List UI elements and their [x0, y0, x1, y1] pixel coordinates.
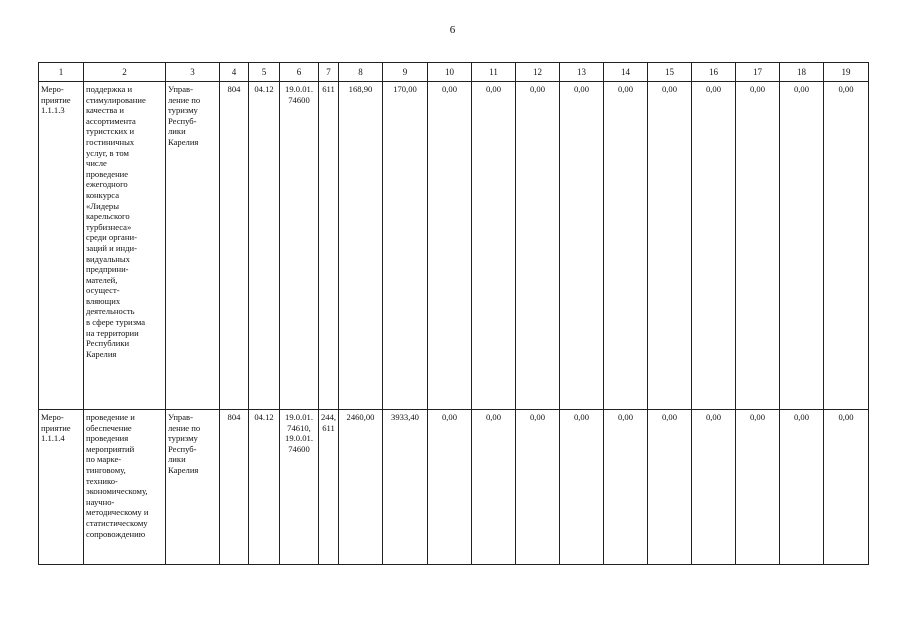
col-header: 9 — [383, 63, 428, 82]
executor-cell — [166, 82, 220, 410]
cell-9: 170,00 — [383, 82, 428, 410]
measure-id-cell — [39, 410, 84, 565]
col-header: 8 — [339, 63, 383, 82]
cell-6 — [280, 82, 319, 410]
cell-11: 0,00 — [472, 82, 516, 410]
col-header: 1 — [39, 63, 84, 82]
expense-type: 244, 611 — [321, 412, 337, 433]
page-number: 6 — [449, 24, 456, 36]
col-header: 10 — [428, 63, 472, 82]
cell-16: 0,00 — [692, 410, 736, 565]
measure-id: Меро- приятие 1.1.1.3 — [41, 84, 71, 116]
cell-14: 0,00 — [604, 410, 648, 565]
cell-16: 0,00 — [692, 82, 736, 410]
cell-8: 168,90 — [339, 82, 383, 410]
cell-19: 0,00 — [824, 82, 869, 410]
cell-18: 0,00 — [780, 82, 824, 410]
col-header: 5 — [249, 63, 280, 82]
cell-13: 0,00 — [560, 82, 604, 410]
col-header: 18 — [780, 63, 824, 82]
measure-name: проведение и обеспечение проведения мероприятий по марке- тинговому, технико- экономическому, научно- методическому и статистическому сопровождению — [86, 412, 149, 539]
cell-12: 0,00 — [516, 410, 560, 565]
cell-10: 0,00 — [428, 82, 472, 410]
cell-8: 2460,00 — [339, 410, 383, 565]
cell-15: 0,00 — [648, 82, 692, 410]
cell-10: 0,00 — [428, 410, 472, 565]
cell-5: 04.12 — [249, 410, 280, 565]
col-header: 7 — [319, 63, 339, 82]
expense-type: 611 — [322, 84, 335, 94]
cell-9: 3933,40 — [383, 410, 428, 565]
col-header: 3 — [166, 63, 220, 82]
header-row — [39, 63, 869, 82]
cell-17: 0,00 — [736, 410, 780, 565]
table-row — [39, 82, 869, 410]
cell-4: 804 — [220, 82, 249, 410]
measure-id: Меро- приятие 1.1.1.4 — [41, 412, 71, 444]
col-header: 15 — [648, 63, 692, 82]
col-header: 19 — [824, 63, 869, 82]
cell-4: 804 — [220, 410, 249, 565]
cell-18: 0,00 — [780, 410, 824, 565]
cell-11: 0,00 — [472, 410, 516, 565]
budget-code: 19.0.01. 74610, 19.0.01. 74600 — [285, 412, 313, 454]
cell-17: 0,00 — [736, 82, 780, 410]
col-header: 14 — [604, 63, 648, 82]
col-header: 11 — [472, 63, 516, 82]
measure-id-cell — [39, 82, 84, 410]
cell-7 — [319, 82, 339, 410]
executor-cell — [166, 410, 220, 565]
col-header: 2 — [84, 63, 166, 82]
measure-name: поддержка и стимулирование качества и ассортимента туристских и гостиничных услуг, в том числе проведение ежегодного конкурса «Лидеры карельского турбизнеса» среди органи- заций и инди- видуальных предприни- мателей, осущест- вляющих деятельность в сфере туризма на территории Республики Карелия — [86, 84, 146, 359]
budget-table — [38, 62, 869, 565]
col-header: 12 — [516, 63, 560, 82]
measure-name-cell — [84, 410, 166, 565]
col-header: 16 — [692, 63, 736, 82]
col-header: 4 — [220, 63, 249, 82]
col-header: 17 — [736, 63, 780, 82]
executor: Управ- ление по туризму Респуб- лики Карелия — [168, 84, 201, 147]
col-header: 13 — [560, 63, 604, 82]
cell-14: 0,00 — [604, 82, 648, 410]
cell-19: 0,00 — [824, 410, 869, 565]
measure-name-cell — [84, 82, 166, 410]
cell-5: 04.12 — [249, 82, 280, 410]
executor: Управ- ление по туризму Респуб- лики Карелия — [168, 412, 201, 475]
cell-13: 0,00 — [560, 410, 604, 565]
col-header: 6 — [280, 63, 319, 82]
cell-15: 0,00 — [648, 410, 692, 565]
budget-code: 19.0.01. 74600 — [285, 84, 313, 105]
cell-12: 0,00 — [516, 82, 560, 410]
cell-6 — [280, 410, 319, 565]
cell-7 — [319, 410, 339, 565]
table-row — [39, 410, 869, 565]
